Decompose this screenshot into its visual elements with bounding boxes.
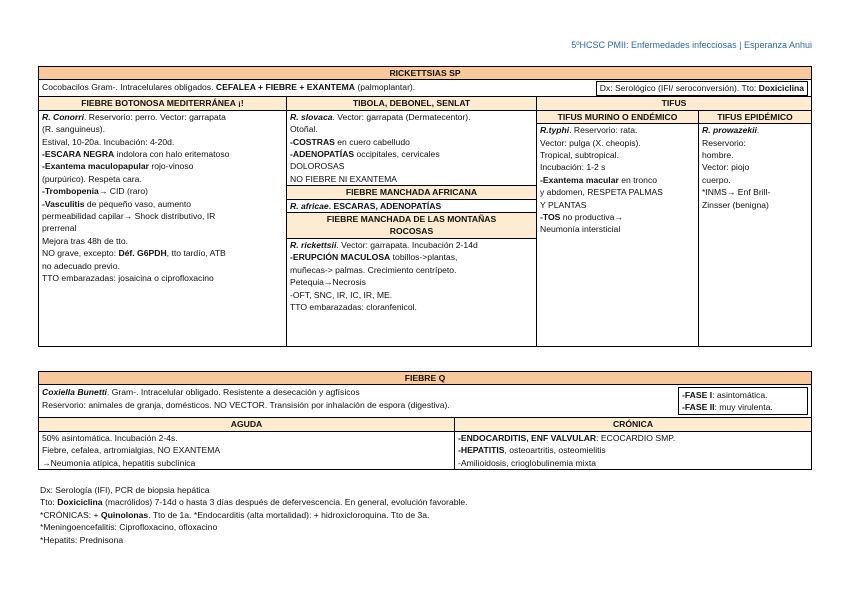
botonosa-line: TTO embarazadas: josaicina o ciprofloxacino <box>42 273 214 284</box>
murino-line: Incubación: 1-2 s <box>540 162 606 173</box>
tifus-header: TIFUS <box>537 97 812 110</box>
murino-line: Y PLANTAS <box>540 199 587 210</box>
montanas-line: TTO embarazadas: cloranfenicol. <box>290 301 417 312</box>
botonosa-line: Mejora tras 48h de tto. <box>42 235 128 246</box>
epidemico-header: TIFUS EPIDÉMICO <box>699 110 812 123</box>
epidemico-line: cuerpo. <box>702 174 731 185</box>
botonosa-line: NO grave, excepto: Déf. G6PDH, tto tardío, ATB <box>42 248 226 259</box>
fase-2: -FASE II: muy virulenta. <box>682 402 773 413</box>
fiebre-q-tto: Tto: Doxiciclina (macrólidos) 7-14d o hasta 3 días después de defervescencia. En general, evolución favorable. <box>40 497 468 508</box>
fase-1: -FASE I: asintomática. <box>682 390 768 401</box>
botonosa-header: FIEBRE BOTONOSA MEDITERRÁNEA ¡! <box>39 97 287 110</box>
fiebre-q-table <box>38 371 812 470</box>
botonosa-line: Estival, 10-20a. Incubación: 4-20d. <box>42 136 175 147</box>
fiebre-q-intro: Coxiella Bunetti. Gram-. Intracelular obligado. Resistente a desecación y agfísicos <box>42 387 360 398</box>
tibola-line: DOLOROSAS <box>290 161 345 172</box>
cronica-line: -Amilioidosis, crioglobulinemia mixta <box>458 457 597 468</box>
cronica-cell <box>455 431 812 469</box>
murino-line: Tropical, subtropical. <box>540 150 619 161</box>
africana-header: FIEBRE MANCHADA AFRICANA <box>287 185 536 199</box>
botonosa-line: -Vasculitis de pequeño vaso, aumento <box>42 198 192 209</box>
aguda-cell <box>39 431 455 469</box>
rickettsias-dx-box: Dx: Serológico (IFI/ seroconversión). Tto: Doxiciclina <box>596 81 808 95</box>
rickettsias-intro-row <box>39 80 812 97</box>
aguda-header: AGUDA <box>39 418 455 431</box>
fase-box <box>678 387 808 415</box>
botonosa-line: -Exantema maculopapular rojo-vinoso <box>42 161 194 172</box>
fiebre-q-dx: Dx: Serología (IFI), PCR de biopsia hepática <box>40 485 210 495</box>
murino-line: Neumonía intersticial <box>540 224 621 235</box>
murino-line: R.typhi. Reservorio: rata. <box>540 125 638 136</box>
tibola-line: R. slovaca. Vector: garrapata (Dermatecentor). <box>290 111 471 122</box>
fiebre-q-intro-row <box>39 385 812 418</box>
botonosa-line: no adecuado previo. <box>42 260 120 271</box>
header-note: 5ºHCSC PMII: Enfermedades infecciosas | Esperanza Anhui <box>571 40 812 50</box>
botonosa-line: (R. sanguineus). <box>42 124 106 135</box>
epidemico-line: Reservorio: <box>702 137 746 148</box>
cronica-header: CRÓNICA <box>455 418 812 431</box>
murino-line: Vector: pulga (X. cheopis). <box>540 137 641 148</box>
rickettsias-title: RICKETTSIAS SP <box>39 67 812 80</box>
fiebre-q-hepatits: *Hepatits: Prednisona <box>40 534 124 545</box>
murino-line: -Exantema macular en tronco <box>540 174 658 185</box>
murino-header: TIFUS MURINO O ENDÉMICO <box>537 110 699 123</box>
murino-line: -TOS no productiva→ <box>540 212 623 223</box>
fiebre-q-title: FIEBRE Q <box>39 372 812 385</box>
montanas-header: FIEBRE MANCHADA DE LAS MONTAÑAS ROCOSAS <box>287 212 536 239</box>
montanas-line: R. rickettsii. Vector: garrapata. Incubación 2-14d <box>290 239 478 250</box>
tibola-header: TIBOLA, DEBONEL, SENLAT <box>287 97 537 110</box>
aguda-line: 50% asintomática. Incubación 2-4s. <box>42 432 178 443</box>
montanas-line: -OFT, SNC, IR, IC, IR, ME. <box>290 289 393 300</box>
botonosa-line: (purpúrico). Respeta cara. <box>42 173 142 184</box>
tibola-line: -COSTRAS en cuero cabelludo <box>290 136 410 147</box>
montanas-line: muñecas-> palmas. Crecimiento centrípeto. <box>290 264 457 275</box>
rickettsias-table <box>38 66 812 347</box>
fiebre-q-intro-2: Reservorio: animales de granja, domésticos. NO VECTOR. Transisión por inhalación de espora (digestiva). <box>42 399 450 410</box>
tibola-line: NO FIEBRE NI EXANTEMA <box>290 173 397 184</box>
botonosa-cell <box>39 110 287 346</box>
botonosa-line: R. Conorri. Reservorio: perro. Vector: garrapata <box>42 111 226 122</box>
fiebre-q-notes <box>40 484 468 546</box>
rickettsias-intro: Cocobacilos Gram-. Intracelulares obligados. CEFALEA + FIEBRE + EXANTEMA (palmoplantar). <box>42 82 416 93</box>
fiebre-q-meningo: *Meningoencefalitis: Ciprofloxacino, ofloxacino <box>40 522 218 533</box>
epidemico-line: hombre. <box>702 150 734 161</box>
tibola-line: -ADENOPATÍAS occipitales, cervicales <box>290 149 440 160</box>
aguda-line: →Neumonía atípica, hepatitis subclínica <box>42 457 196 468</box>
fiebre-q-cronicas: *CRÓNICAS: + Quinolonas. Tto de 1a. *Endocarditis (alta mortalidad): + hidroxicloroquina. Tto de 3a. <box>40 509 430 520</box>
botonosa-line: -Trombopenia→ CID (raro) <box>42 186 149 197</box>
tibola-cell <box>287 110 537 346</box>
botonosa-line: permeabilidad capilar→ Shock distributivo, IR <box>42 211 216 222</box>
africana-line: R. africae. ESCARAS, ADENOPATÍAS <box>290 200 442 211</box>
cronica-line: -HEPATITIS, osteoartritis, osteomielitis <box>458 445 606 456</box>
epidemico-line: Vector: piojo <box>702 162 750 173</box>
montanas-line: -ERUPCIÓN MACULOSA tobillos->plantas, <box>290 252 458 263</box>
murino-line: y abdomen, RESPETA PALMAS <box>540 187 663 198</box>
tibola-line: Otoñal. <box>290 124 318 135</box>
montanas-line: Petequia→Necrosis <box>290 277 366 288</box>
aguda-line: Fiebre, cefalea, artromialgias, NO EXANTEMA <box>42 445 221 456</box>
botonosa-line: prerrenal <box>42 223 77 234</box>
murino-cell <box>537 124 699 347</box>
epidemico-line: *INMS→ Enf Brill- <box>702 187 771 198</box>
epidemico-line: Zinsser (benigna) <box>702 199 769 210</box>
botonosa-line: -ESCARA NEGRA indolora con halo eritematoso <box>42 149 230 160</box>
epidemico-cell <box>699 124 812 347</box>
epidemico-line: R. prowazekii. <box>702 125 760 136</box>
cronica-line: -ENDOCARDITIS, ENF VALVULAR: ECOCARDIO SMP. <box>458 432 676 443</box>
